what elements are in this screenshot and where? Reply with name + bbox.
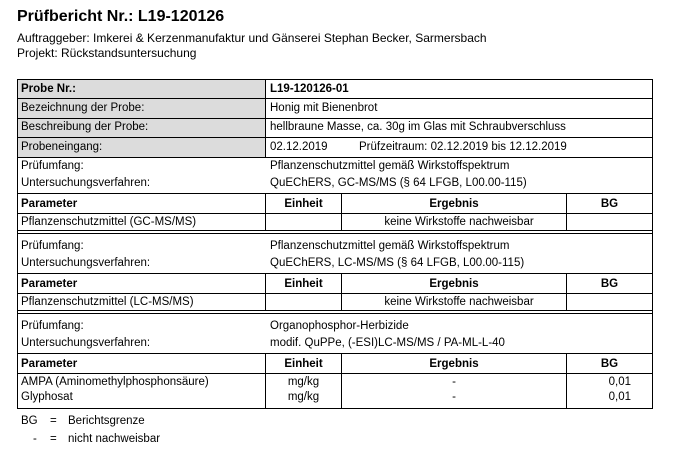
client-line: Auftraggeber: Imkerei & Kerzenmanufaktur und Gänserei Stephan Becker, Sarmersbach — [17, 31, 487, 45]
bezeichnung-value: Honig mit Bienenbrot — [270, 102, 378, 114]
verfahren-label: Untersuchungsverfahren: — [21, 337, 151, 349]
umfang-label: Prüfumfang: — [21, 240, 84, 252]
verfahren-value: QuEChERS, GC-MS/MS (§ 64 LFGB, L00.00-115) — [270, 177, 527, 189]
table-row-parameter: AMPA (Aminomethylphosphonsäure) — [21, 376, 209, 388]
col-einheit: Einheit — [284, 278, 323, 290]
col-parameter: Parameter — [21, 358, 78, 370]
col-ergebnis: Ergebnis — [429, 278, 479, 290]
col-parameter: Parameter — [21, 278, 78, 290]
umfang-label: Prüfumfang: — [21, 320, 84, 332]
col-ergebnis: Ergebnis — [429, 198, 479, 210]
eingang-label: Probeneingang: — [21, 141, 103, 153]
report-title: Prüfbericht Nr.: L19-120126 — [17, 8, 225, 25]
table-row-parameter: Pflanzenschutzmittel (LC-MS/MS) — [21, 296, 194, 308]
table-row-parameter: Pflanzenschutzmittel (GC-MS/MS) — [21, 216, 197, 228]
verfahren-value: QuEChERS, LC-MS/MS (§ 64 LFGB, L00.00-115) — [270, 257, 525, 269]
table-row-parameter: Glyphosat — [21, 391, 73, 403]
verfahren-value: modif. QuPPe, (-ESI)LC-MS/MS / PA-ML-L-40 — [270, 337, 505, 349]
col-einheit: Einheit — [284, 358, 323, 370]
beschreibung-label: Beschreibung der Probe: — [21, 121, 149, 133]
beschreibung-value: hellbraune Masse, ca. 30g im Glas mit Schraubverschluss — [270, 121, 566, 133]
table-row-bg: 0,01 — [608, 391, 631, 403]
col-ergebnis: Ergebnis — [429, 358, 479, 370]
project-line: Projekt: Rückstandsuntersuchung — [17, 46, 197, 60]
report-table — [17, 79, 653, 409]
umfang-label: Prüfumfang: — [21, 160, 84, 172]
legend-key: - — [33, 433, 37, 445]
table-row-ergebnis: keine Wirkstoffe nachweisbar — [384, 296, 534, 308]
legend-eq: = — [50, 415, 57, 427]
col-bg: BG — [600, 278, 619, 290]
eingang-value: 02.12.2019 — [270, 141, 328, 153]
verfahren-label: Untersuchungsverfahren: — [21, 257, 151, 269]
umfang-value: Organophosphor-Herbizide — [270, 320, 409, 332]
legend-text: Berichtsgrenze — [68, 415, 145, 427]
verfahren-label: Untersuchungsverfahren: — [21, 177, 151, 189]
table-row-bg: 0,01 — [608, 376, 631, 388]
bezeichnung-label: Bezeichnung der Probe: — [21, 102, 145, 114]
col-bg: BG — [600, 358, 619, 370]
table-row-einheit: mg/kg — [287, 391, 320, 403]
table-row-einheit: mg/kg — [287, 376, 320, 388]
col-einheit: Einheit — [284, 198, 323, 210]
col-bg: BG — [600, 198, 619, 210]
legend-key: BG — [21, 415, 38, 427]
legend-text: nicht nachweisbar — [68, 433, 161, 445]
pruefzeitraum-value: Prüfzeitraum: 02.12.2019 bis 12.12.2019 — [359, 141, 567, 153]
col-parameter: Parameter — [21, 198, 78, 210]
table-row-ergebnis: keine Wirkstoffe nachweisbar — [384, 216, 534, 228]
table-row-ergebnis: - — [452, 376, 456, 388]
legend-eq: = — [50, 433, 57, 445]
table-row-ergebnis: - — [452, 391, 456, 403]
umfang-value: Pflanzenschutzmittel gemäß Wirkstoffspektrum — [270, 240, 510, 252]
probe-nr-label: Probe Nr.: — [21, 83, 76, 95]
probe-nr-value: L19-120126-01 — [270, 83, 349, 95]
umfang-value: Pflanzenschutzmittel gemäß Wirkstoffspektrum — [270, 160, 510, 172]
